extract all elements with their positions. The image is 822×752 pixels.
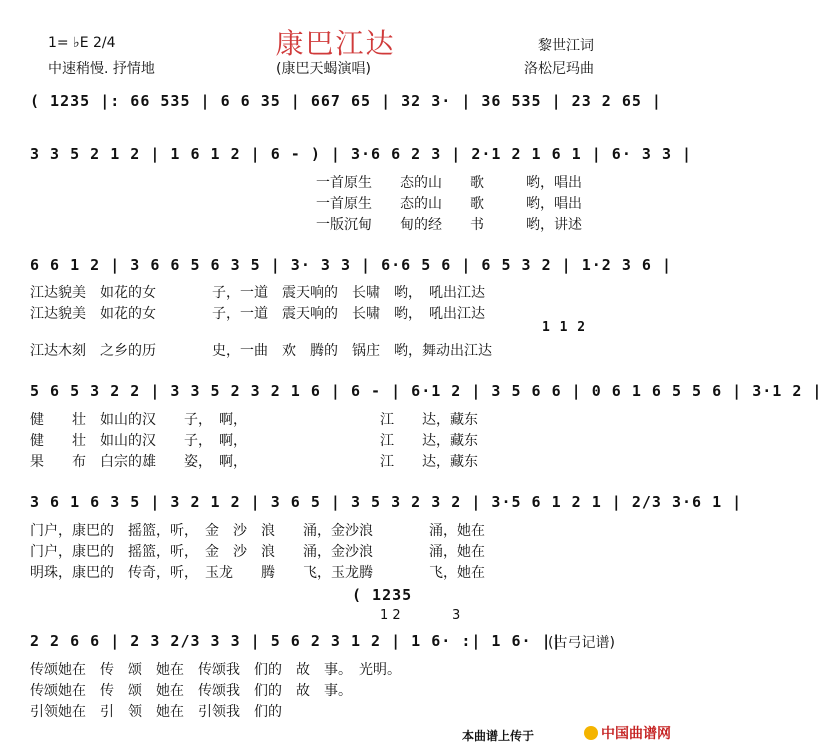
lyric-row-5-verse-3: 明珠，康巴的 传奇，听， 玉龙 腾 飞，玉龙腾 飞，她在 bbox=[30, 565, 485, 581]
song-title: 康巴江达 bbox=[275, 27, 396, 60]
lyricist-credit: 黎世江词 bbox=[538, 38, 594, 54]
lyric-row-5-verse-1: 门户，康巴的 摇篮，听， 金 沙 浪 涌，金沙浪 涌，她在 bbox=[30, 523, 485, 539]
lyric-row-5-verse-2: 门户，康巴的 摇篮，听， 金 沙 浪 涌，金沙浪 涌，她在 bbox=[30, 544, 485, 560]
key-signature: 1= ♭E 2/4 bbox=[48, 35, 116, 51]
notation-row-3: 6 6 1 2 | 3 6 6 5 6 3 5 | 3· 3 3 | 6·6 5 6 | 6 5 3 2 | 1·2 3 6 | bbox=[30, 256, 672, 274]
upload-source-label: 本曲谱上传于 bbox=[462, 729, 535, 743]
notation-row-4: 5 6 5 3 2 2 | 3 3 5 2 3 2 1 6 | 6 - | 6·1 2 | 3 5 6 6 | 0 6 1 6 5 5 6 | 3·1 2 | bbox=[30, 382, 822, 400]
lyric-row-3-verse-2: 江达貌美 如花的女 子，一道 震天响的 长啸 哟， 吼出江达 bbox=[30, 306, 485, 322]
notation-row-2: 3 3 5 2 1 2 | 1 6 1 2 | 6 - ) | 3·6 6 2 3 | 2·1 2 1 6 1 | 6· 3 3 | bbox=[30, 145, 693, 163]
singer-credit: (康巴天蝎演唱) bbox=[276, 61, 371, 77]
notation-row-1: ( 1235 |: 66 535 | 6 6 35 | 667 65 | 32 3· | 36 535 | 23 2 65 | bbox=[30, 92, 662, 110]
notation-row-6: 2 2 6 6 | 2 3 2/3 3 3 | 5 6 2 3 1 2 | 1 6· :| 1 6· || bbox=[30, 632, 562, 650]
lyric-row-3-verse-3: 江达木刻 之乡的历 史，一曲 欢 腾的 锅庄 哟，舞动出江达 bbox=[30, 343, 492, 359]
ending-notation: ( 1235 bbox=[352, 586, 413, 604]
composer-credit: 洛松尼玛曲 bbox=[524, 61, 594, 77]
lyric-row-4-verse-3: 果 布 白宗的雄 姿， 啊， 江 达，藏东 bbox=[30, 454, 478, 470]
lyric-row-2-verse-2: 一首原生 态的山 歌 哟，唱出 bbox=[316, 196, 582, 212]
logo-icon bbox=[584, 726, 598, 740]
site-name: 中国曲谱网 bbox=[601, 726, 671, 742]
notation-row-5: 3 6 1 6 3 5 | 3 2 1 2 | 3 6 5 | 3 5 3 2 3 2 | 3·5 6 1 2 1 | 2/3 3·6 1 | bbox=[30, 493, 743, 511]
site-logo[interactable] bbox=[584, 723, 671, 743]
lyric-row-6-verse-1: 传颂她在 传 颂 她在 传颂我 们的 故 事。 光明。 bbox=[30, 662, 401, 678]
tempo-marking: 中速稍慢. 抒情地 bbox=[48, 61, 155, 77]
ornament-note: 1 1 2 bbox=[542, 320, 587, 335]
transcriber-credit: (古弓记谱) bbox=[548, 635, 615, 651]
lyric-row-2-verse-1: 一首原生 态的山 歌 哟，唱出 bbox=[316, 175, 582, 191]
lyric-row-6-verse-3: 引领她在 引 领 她在 引领我 们的 bbox=[30, 704, 282, 720]
lyric-row-6-verse-2: 传颂她在 传 颂 她在 传颂我 们的 故 事。 bbox=[30, 683, 352, 699]
volta-1-label: 1 2 bbox=[380, 608, 401, 623]
lyric-row-3-verse-1: 江达貌美 如花的女 子，一道 震天响的 长啸 哟， 吼出江达 bbox=[30, 285, 485, 301]
lyric-row-4-verse-1: 健 壮 如山的汉 子， 啊， 江 达，藏东 bbox=[30, 412, 478, 428]
lyric-row-2-verse-3: 一版沉甸 甸的经 书 哟，讲述 bbox=[316, 217, 582, 233]
lyric-row-4-verse-2: 健 壮 如山的汉 子， 啊， 江 达，藏东 bbox=[30, 433, 478, 449]
volta-2-label: 3 bbox=[452, 608, 461, 623]
